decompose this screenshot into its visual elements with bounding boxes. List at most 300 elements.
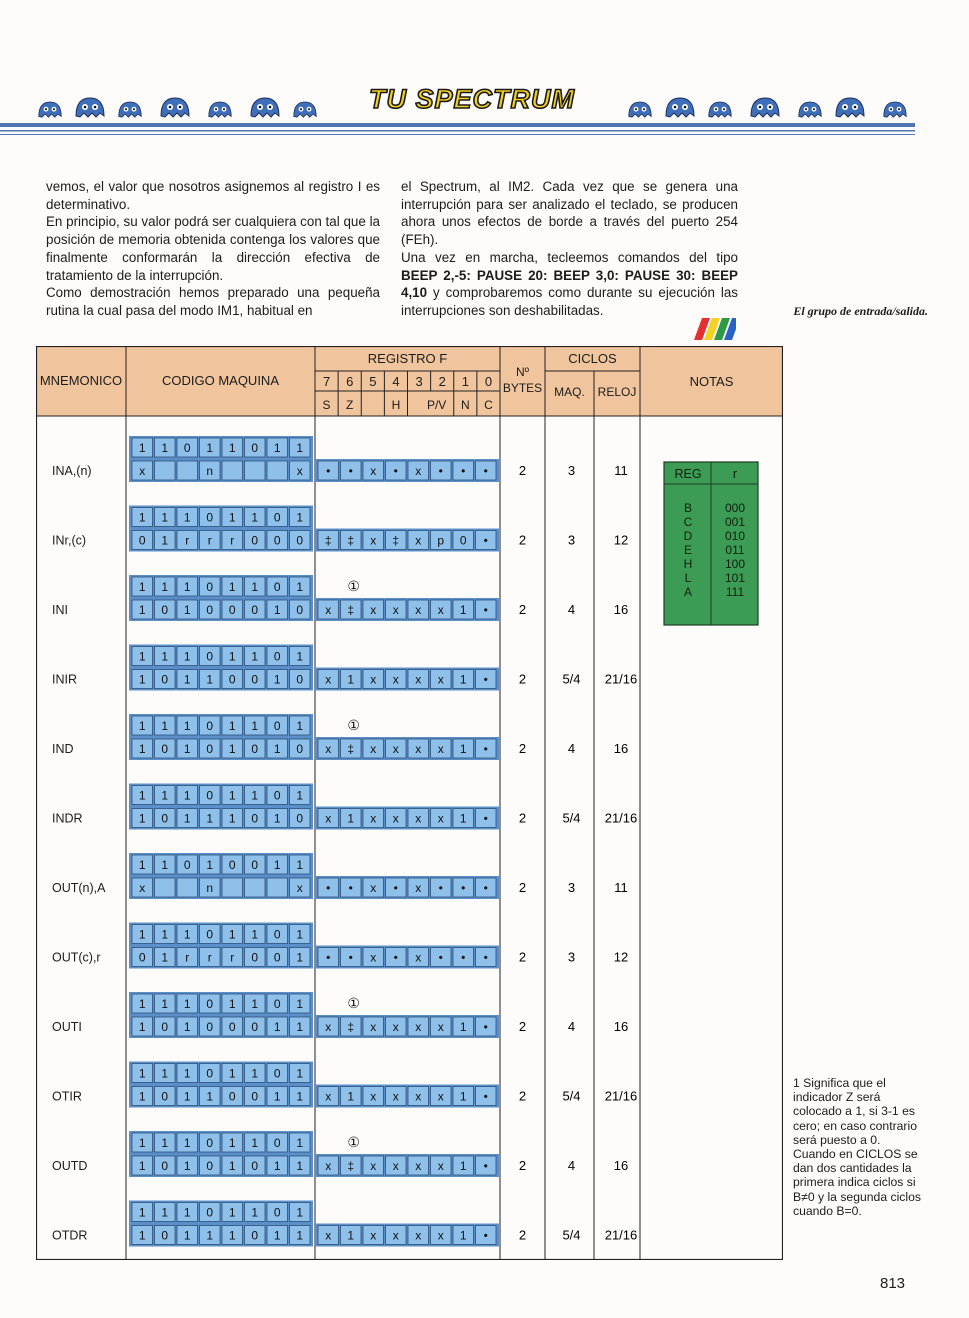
bit-value: 1 <box>296 1136 304 1150</box>
bit-value: ‡ <box>347 1020 355 1034</box>
flag-cells <box>315 1015 499 1038</box>
bit-value: ‡ <box>347 603 355 617</box>
bit-value: • <box>348 881 353 895</box>
opcode-byte-2 <box>129 668 313 691</box>
bit-value: 1 <box>161 649 169 664</box>
bit-value: 1 <box>228 742 236 756</box>
bit-value: x <box>325 1089 332 1104</box>
bit-value: 0 <box>161 1159 169 1173</box>
bit-value: 1 <box>206 811 214 826</box>
reg-name: H <box>683 557 693 571</box>
opcode-byte-2 <box>129 876 313 899</box>
reloj-value: 11 <box>614 463 628 478</box>
bit-value: ‡ <box>347 1159 355 1173</box>
bit-value: 1 <box>183 811 191 826</box>
bit-value: 0 <box>206 788 214 803</box>
bit-value: 0 <box>296 672 304 687</box>
bit-value: r <box>207 950 212 965</box>
opcode-byte-1 <box>129 923 313 946</box>
bit-value: 1 <box>138 580 146 594</box>
flag-cells <box>315 807 499 830</box>
bit-value: • <box>438 881 443 895</box>
reg-header: REG <box>674 467 702 481</box>
bit-value: 1 <box>228 580 236 594</box>
opcode-byte-2 <box>129 946 313 969</box>
bit-value: 1 <box>161 788 169 803</box>
bit-value: 0 <box>251 742 259 756</box>
bit-value: 1 <box>183 997 191 1011</box>
bit-value: 1 <box>228 1066 236 1081</box>
bit-value: 1 <box>138 1205 146 1220</box>
bit-value: 0 <box>273 1136 281 1150</box>
bit-value: 1 <box>138 1020 146 1034</box>
reg-name: B <box>683 501 693 515</box>
bit-value: 1 <box>138 441 146 455</box>
bit-value: 0 <box>251 950 259 965</box>
bit-value: 1 <box>138 811 146 826</box>
bit-value: 0 <box>206 1066 214 1081</box>
body-text-right <box>401 178 738 320</box>
bit-cell <box>155 878 176 897</box>
mnemonic: OUTI <box>52 1020 82 1034</box>
bit-cell <box>155 461 176 480</box>
bit-value: x <box>325 603 332 617</box>
header-bit: 6 <box>346 374 354 389</box>
bit-value: ‡ <box>324 533 332 548</box>
header-maq: MAQ. <box>554 385 585 399</box>
opcode-byte-1 <box>129 714 313 737</box>
bit-value: 1 <box>296 1159 304 1173</box>
bit-value: 1 <box>296 997 304 1011</box>
bytes-value: 2 <box>518 1158 527 1173</box>
flag-cells <box>315 1154 499 1177</box>
bit-value: 1 <box>183 672 191 687</box>
bytes-value: 2 <box>518 810 527 826</box>
header-banner <box>0 80 969 140</box>
bytes-value: 2 <box>518 1019 527 1034</box>
header-cycles: CICLOS <box>568 351 617 366</box>
bit-value: ‡ <box>392 533 400 548</box>
bit-value: 0 <box>183 858 191 872</box>
bit-value: x <box>437 1159 444 1173</box>
bit-value: p <box>437 533 445 548</box>
bytes-value: 2 <box>518 1227 527 1243</box>
bit-value: 0 <box>228 1020 236 1034</box>
maq-value: 4 <box>567 602 576 617</box>
bit-value: 1 <box>183 603 191 617</box>
bit-value: 1 <box>138 649 146 664</box>
bit-value: 0 <box>273 510 281 525</box>
bit-value: 1 <box>183 927 191 942</box>
bit-value: 1 <box>459 811 467 826</box>
header-flag-name: S <box>322 398 331 412</box>
bit-value: • <box>461 464 466 478</box>
bit-cell <box>267 461 288 480</box>
reg-code: 101 <box>724 571 746 585</box>
bit-value: 1 <box>138 858 146 872</box>
io-instruction-table <box>36 346 783 1260</box>
mnemonic: INA,(n) <box>52 464 92 478</box>
bit-cell <box>222 878 243 897</box>
header-bytes-1: Nº <box>515 365 530 379</box>
bit-value: 1 <box>183 1159 191 1173</box>
reg-header: r <box>732 467 738 481</box>
reloj-value: 11 <box>614 880 628 895</box>
opcode-byte-2 <box>129 1154 313 1177</box>
bit-value: 1 <box>206 1228 214 1243</box>
bit-value: 0 <box>228 603 236 617</box>
bit-value: x <box>325 1020 332 1034</box>
bit-value: • <box>483 811 488 826</box>
monster-icon <box>629 102 651 117</box>
bit-value: 1 <box>228 1205 236 1220</box>
opcode-byte-1 <box>129 436 313 459</box>
bit-value: 1 <box>459 1159 467 1173</box>
bit-value: 1 <box>273 603 281 617</box>
bit-value: 0 <box>273 1205 281 1220</box>
flag-cells <box>315 1224 499 1247</box>
bit-value: x <box>415 533 422 548</box>
bit-value: 1 <box>459 603 467 617</box>
bit-value: 0 <box>459 533 467 548</box>
bit-value: 0 <box>251 672 259 687</box>
header-notes: NOTAS <box>689 374 734 389</box>
bit-value: 0 <box>206 742 214 756</box>
bit-value: x <box>392 1159 399 1173</box>
monster-row-right <box>629 98 906 117</box>
bit-value: 1 <box>251 580 259 594</box>
bit-value: 0 <box>161 1089 169 1104</box>
bit-value: x <box>370 1089 377 1104</box>
bit-value: r <box>185 950 190 965</box>
bit-value: x <box>392 1089 399 1104</box>
bit-value: 1 <box>138 1228 146 1243</box>
bit-value: • <box>326 950 331 965</box>
bit-value: 0 <box>251 858 259 872</box>
bit-value: 1 <box>228 719 236 733</box>
bit-value: • <box>348 950 353 965</box>
bit-value: 1 <box>273 1159 281 1173</box>
bit-value: 0 <box>296 603 304 617</box>
bit-value: 1 <box>183 1228 191 1243</box>
maq-value: 3 <box>567 880 576 895</box>
bit-value: x <box>437 742 444 756</box>
bit-value: 0 <box>273 788 281 803</box>
mnemonic: INDR <box>52 811 83 826</box>
bit-value: • <box>438 464 443 478</box>
footnote-marker: ① <box>347 717 360 733</box>
bit-value: 1 <box>183 1066 191 1081</box>
maq-value: 3 <box>567 463 576 478</box>
bit-value: n <box>206 464 214 478</box>
reloj-value: 21/16 <box>604 1227 638 1243</box>
bit-value: 1 <box>228 811 236 826</box>
monster-icon <box>799 102 821 117</box>
bit-value: 1 <box>206 672 214 687</box>
bytes-value: 2 <box>518 671 527 687</box>
monster-icon <box>751 98 779 117</box>
bit-value: • <box>326 464 331 478</box>
mnemonic: OTDR <box>52 1228 88 1243</box>
bit-value: 1 <box>251 1066 259 1081</box>
reloj-value: 16 <box>613 1158 629 1173</box>
bit-value: 1 <box>138 603 146 617</box>
bit-value: 1 <box>296 1228 304 1243</box>
header-flag-name: C <box>484 398 493 412</box>
bit-value: 0 <box>296 811 304 826</box>
bit-value: 0 <box>161 1228 169 1243</box>
bit-value: • <box>393 881 398 895</box>
bit-value: x <box>415 464 422 478</box>
monster-icon <box>76 98 104 117</box>
bit-cell <box>267 878 288 897</box>
monster-icon <box>836 98 864 117</box>
opcode-byte-2 <box>129 1085 313 1108</box>
bit-value: 1 <box>138 997 146 1011</box>
bit-value: 1 <box>228 1136 236 1150</box>
page-number: 813 <box>880 1275 906 1292</box>
bit-value: 0 <box>206 603 214 617</box>
bit-value: 0 <box>161 603 169 617</box>
maq-value: 4 <box>567 741 576 756</box>
maq-value: 4 <box>567 1158 576 1173</box>
bit-value: 0 <box>206 580 214 594</box>
header-flag-name: N <box>460 398 470 412</box>
paragraph: Como demostración hemos preparado una pequeña rutina la cual pasa del modo IM1, habitual en <box>46 285 380 318</box>
bit-value: 0 <box>161 742 169 756</box>
bit-value: 1 <box>228 649 236 664</box>
bit-value: 1 <box>347 1228 355 1243</box>
bit-value: 1 <box>161 441 169 455</box>
bytes-value: 2 <box>518 532 527 548</box>
maq-value: 5/4 <box>562 1088 581 1104</box>
bit-value: x <box>370 464 377 478</box>
paragraph: En principio, su valor podrá ser cualquiera con tal que la posición de memoria obtenida contenga los valores que finalmente conformarán la dirección efectiva de tratamiento de la interrupción. <box>46 214 380 283</box>
bit-value: 1 <box>138 1089 146 1104</box>
bit-value: x <box>325 672 332 687</box>
bit-value: 1 <box>296 927 304 942</box>
bit-value: 0 <box>206 510 214 525</box>
bit-value: 0 <box>206 1020 214 1034</box>
reg-code: 001 <box>724 515 746 529</box>
bit-value: x <box>437 1089 444 1104</box>
bit-value: 0 <box>273 997 281 1011</box>
bit-value: 1 <box>296 950 304 965</box>
reloj-value: 12 <box>613 949 629 965</box>
bit-value: 1 <box>161 510 169 525</box>
bit-value: 1 <box>228 441 236 455</box>
bit-value: 1 <box>251 997 259 1011</box>
bit-value: x <box>415 672 422 687</box>
bit-value: x <box>437 603 444 617</box>
bit-value: r <box>185 533 190 548</box>
figure-caption: El grupo de entrada/salida. <box>793 304 928 318</box>
bit-value: 1 <box>251 788 259 803</box>
bit-value: x <box>437 1228 444 1243</box>
paragraph: el Spectrum, al IM2. Cada vez que se genera una interrupción para ser analizado el teclado, se producen ahora unos efectos de borde a través del puerto 254 (FEh). <box>401 179 738 248</box>
beep-command: BEEP 2,-5: PAUSE 20: BEEP 3,0: PAUSE 30: BEEP 4,10 <box>401 267 738 301</box>
bit-value: • <box>483 1159 488 1173</box>
bit-value: 1 <box>138 719 146 733</box>
bit-value: 0 <box>206 997 214 1011</box>
bit-value: 1 <box>296 788 304 803</box>
opcode-byte-1 <box>129 506 313 529</box>
bit-value: 0 <box>251 811 259 826</box>
bit-value: 1 <box>296 1020 304 1034</box>
reloj-value: 16 <box>613 741 629 756</box>
bit-value: • <box>461 950 466 965</box>
reloj-value: 21/16 <box>604 1088 638 1104</box>
bit-value: • <box>393 950 398 965</box>
bit-value: 1 <box>296 510 304 525</box>
bit-value: 0 <box>206 927 214 942</box>
bit-value: x <box>415 742 422 756</box>
bit-value: 1 <box>183 510 191 525</box>
bit-value: 1 <box>228 927 236 942</box>
bit-value: x <box>370 1020 377 1034</box>
bit-cell <box>245 461 266 480</box>
footnote-marker: ① <box>347 578 360 594</box>
header-bytes-2: BYTES <box>502 381 543 395</box>
bit-value: • <box>348 464 353 478</box>
flag-cells <box>315 668 499 691</box>
bit-value: • <box>483 742 488 756</box>
flag-cells <box>315 1085 499 1108</box>
bit-value: x <box>139 881 146 895</box>
bit-value: 0 <box>273 927 281 942</box>
maq-value: 5/4 <box>562 671 581 687</box>
monster-icon <box>294 102 316 117</box>
opcode-byte-1 <box>129 784 313 807</box>
monster-icon <box>884 102 906 117</box>
bit-value: 1 <box>161 950 169 965</box>
bit-value: 0 <box>251 1089 259 1104</box>
bit-value: 1 <box>251 719 259 733</box>
bit-value: 1 <box>459 1020 467 1034</box>
bit-value: x <box>392 811 399 826</box>
maq-value: 5/4 <box>562 1227 581 1243</box>
bit-value: 1 <box>161 1136 169 1150</box>
bit-value: x <box>415 603 422 617</box>
reg-name: E <box>683 543 693 557</box>
bytes-value: 2 <box>518 880 527 895</box>
mnemonic: OTIR <box>52 1089 82 1104</box>
bit-value: 1 <box>459 1089 467 1104</box>
bit-value: • <box>483 603 488 617</box>
bit-value: x <box>370 881 377 895</box>
bit-value: 0 <box>206 719 214 733</box>
bit-value: 0 <box>251 533 259 548</box>
header-flag-name: H <box>391 398 401 412</box>
reg-name: D <box>683 529 693 543</box>
header-title: TU SPECTRUM <box>369 84 575 114</box>
bit-value: 0 <box>273 533 281 548</box>
bit-value: 1 <box>161 533 169 548</box>
bit-value: 1 <box>273 1089 281 1104</box>
bit-value: 1 <box>273 441 281 455</box>
flag-cells <box>315 876 499 899</box>
bit-value: 1 <box>138 1159 146 1173</box>
mnemonic: OUTD <box>52 1159 88 1173</box>
bit-value: x <box>325 1159 332 1173</box>
bit-value: 1 <box>296 580 304 594</box>
bit-value: 1 <box>183 1089 191 1104</box>
bit-value: 1 <box>251 1205 259 1220</box>
bit-value: 1 <box>138 927 146 942</box>
bit-value: x <box>392 1228 399 1243</box>
header-bit: 0 <box>484 374 493 389</box>
monster-icon <box>709 102 731 117</box>
reg-code: 100 <box>724 557 746 571</box>
bit-value: x <box>370 950 377 965</box>
bit-value: x <box>415 1228 422 1243</box>
bit-value: 1 <box>138 788 146 803</box>
header-bit: 4 <box>392 374 400 389</box>
bit-value: 0 <box>228 1089 236 1104</box>
paragraph: Una vez en marcha, tecleemos comandos del tipo BEEP 2,-5: PAUSE 20: BEEP 3,0: PAUSE 30: BEEP 4,10 y comprobaremos como durante su ejecución las interrupciones son deshabilitadas. <box>401 249 738 318</box>
opcode-byte-2 <box>129 529 313 552</box>
bit-value: 1 <box>183 742 191 756</box>
bit-value: 0 <box>206 1136 214 1150</box>
maq-value: 5/4 <box>562 810 581 826</box>
bit-value: 1 <box>206 858 214 872</box>
bit-value: 1 <box>138 1136 146 1150</box>
bit-value: 1 <box>183 1020 191 1034</box>
flag-cells <box>315 459 499 482</box>
bit-value: x <box>370 672 377 687</box>
bit-value: 1 <box>273 858 281 872</box>
bit-value: 1 <box>183 580 191 594</box>
bytes-value: 2 <box>518 1088 527 1104</box>
bit-value: x <box>325 811 332 826</box>
bit-value: 0 <box>251 1020 259 1034</box>
bit-value: 1 <box>161 1205 169 1220</box>
bit-value: 0 <box>138 950 146 965</box>
flag-cells <box>315 529 499 552</box>
opcode-byte-1 <box>129 1131 313 1154</box>
bit-value: 1 <box>228 997 236 1011</box>
opcode-byte-1 <box>129 853 313 876</box>
reloj-value: 16 <box>613 1019 629 1034</box>
bit-value: • <box>483 950 488 965</box>
bit-value: x <box>370 1159 377 1173</box>
mnemonic: INIR <box>52 672 77 687</box>
bit-value: n <box>206 881 214 895</box>
bit-value: x <box>296 464 303 478</box>
paragraph: vemos, el valor que nosotros asignemos al registro I es determinativo. <box>46 179 380 212</box>
bit-value: 1 <box>228 1159 236 1173</box>
mnemonic: INI <box>52 603 68 617</box>
bit-value: x <box>415 881 422 895</box>
bit-value: 0 <box>161 811 169 826</box>
monster-row-left <box>39 98 316 117</box>
maq-value: 3 <box>567 532 576 548</box>
bit-value: x <box>415 1089 422 1104</box>
bit-value: 1 <box>273 811 281 826</box>
monster-icon <box>161 98 189 117</box>
bit-value: 1 <box>183 1205 191 1220</box>
bit-value: 0 <box>273 1066 281 1081</box>
bit-value: 1 <box>228 510 236 525</box>
bit-value: 1 <box>251 1136 259 1150</box>
bit-value: 1 <box>459 1228 467 1243</box>
bytes-value: 2 <box>518 463 527 478</box>
bit-value: 1 <box>228 1228 236 1243</box>
opcode-byte-1 <box>129 645 313 668</box>
bit-value: 1 <box>183 649 191 664</box>
reg-name: C <box>683 515 693 529</box>
bit-value: • <box>461 881 466 895</box>
